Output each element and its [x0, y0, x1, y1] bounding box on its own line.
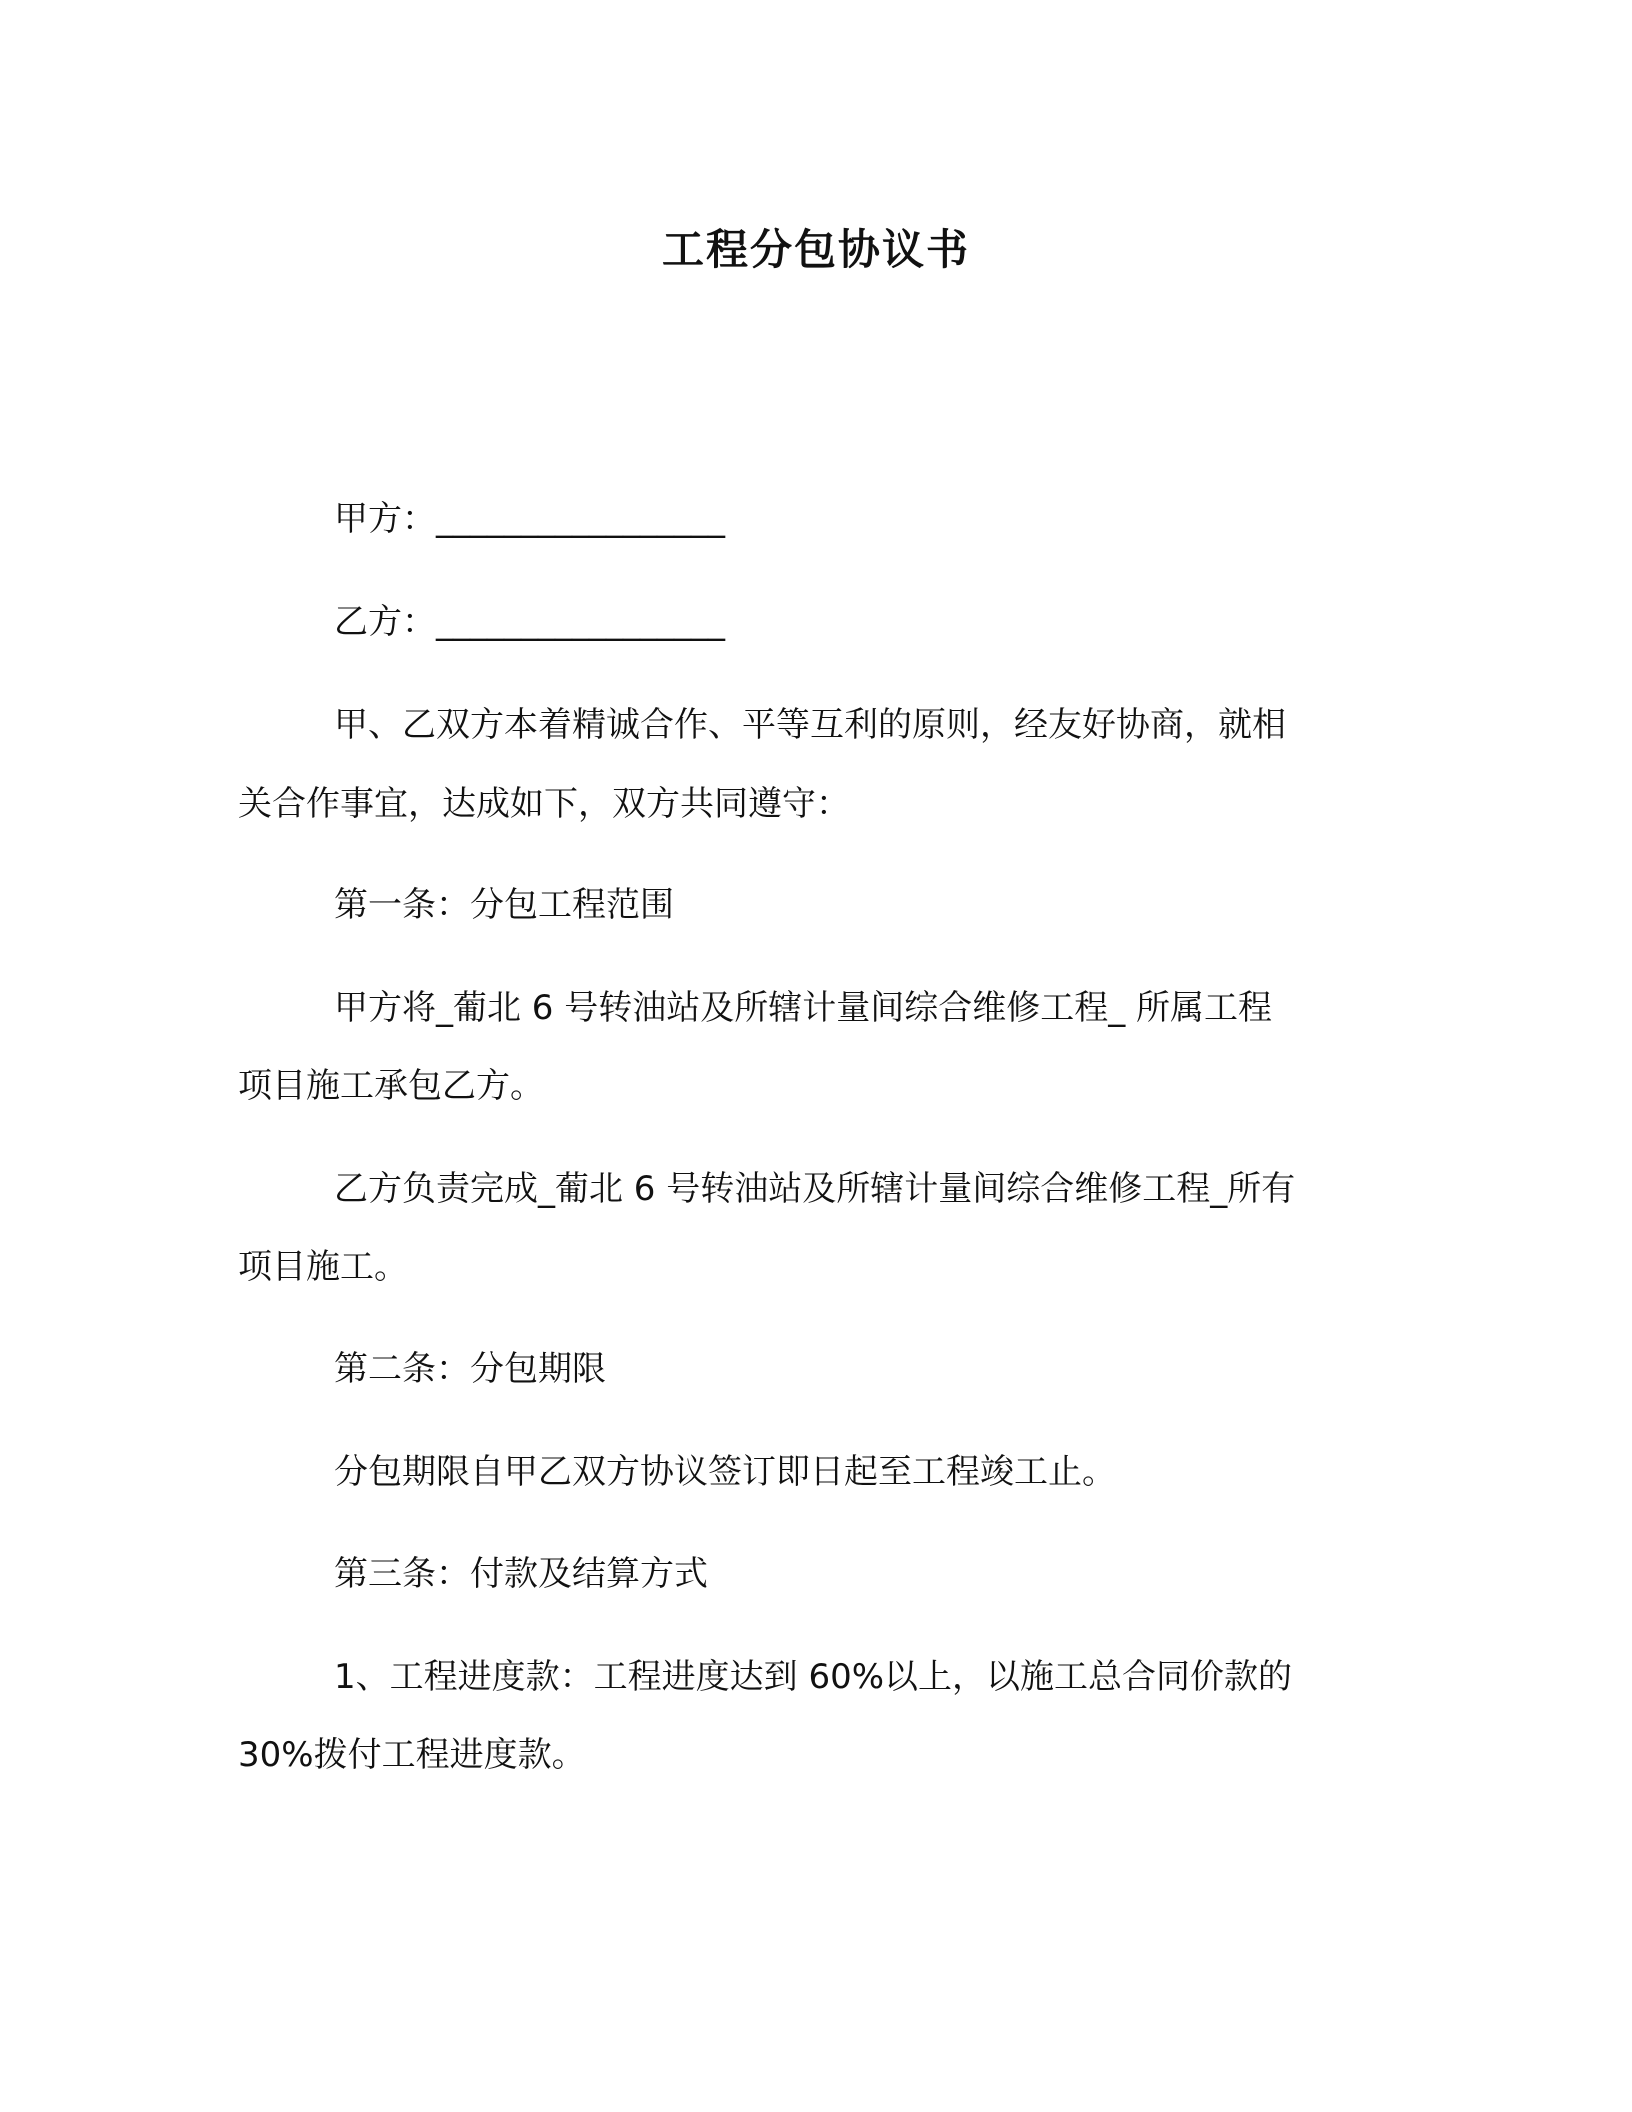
article-1-heading: 第一条：分包工程范围 — [334, 885, 674, 925]
article-1-paragraph-1-line-1: 甲方将_葡北 6 号转油站及所辖计量间综合维修工程_ 所属工程 — [334, 988, 1273, 1028]
intro-paragraph-line-2: 关合作事宜，达成如下，双方共同遵守： — [238, 784, 850, 824]
article-2-heading: 第二条：分包期限 — [334, 1349, 606, 1389]
article-2-paragraph: 分包期限自甲乙双方协议签订即日起至工程竣工止。 — [334, 1452, 1116, 1492]
article-3-heading: 第三条：付款及结算方式 — [334, 1554, 708, 1594]
article-3-item-1-line-2: 30%拨付工程进度款。 — [238, 1735, 586, 1775]
party-a-line: 甲方：_________________ — [334, 499, 725, 539]
document-title: 工程分包协议书 — [661, 225, 970, 274]
article-1-paragraph-2-line-1: 乙方负责完成_葡北 6 号转油站及所辖计量间综合维修工程_所有 — [334, 1169, 1296, 1209]
intro-paragraph-line-1: 甲、乙双方本着精诚合作、平等互利的原则，经友好协商，就相 — [334, 705, 1286, 745]
article-3-item-1-line-1: 1、工程进度款：工程进度达到 60%以上，以施工总合同价款的 — [334, 1657, 1293, 1697]
article-1-paragraph-1-line-2: 项目施工承包乙方。 — [238, 1066, 544, 1106]
party-b-line: 乙方：_________________ — [334, 602, 725, 642]
article-1-paragraph-2-line-2: 项目施工。 — [238, 1247, 408, 1287]
